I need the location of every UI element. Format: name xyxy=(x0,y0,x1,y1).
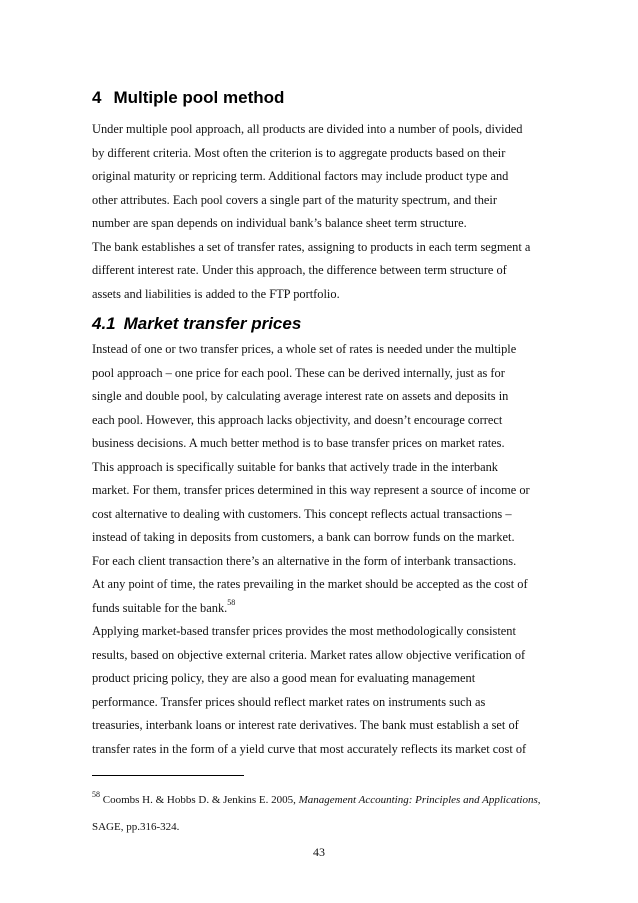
footnote-title: Management Accounting: Principles and Applications xyxy=(298,794,538,806)
text-line: business decisions. A much better method is to base transfer prices on market rates. xyxy=(92,436,505,450)
subsection-heading xyxy=(92,314,301,334)
footnote-publisher: SAGE, pp.316-324. xyxy=(92,821,180,833)
text-line: treasuries, interbank loans or interest rate derivatives. The bank must establish a set of xyxy=(92,718,519,732)
footnote-divider xyxy=(92,775,244,776)
text-line: Under multiple pool approach, all products are divided into a number of pools, divided xyxy=(92,122,523,136)
text-line: transfer rates in the form of a yield curve that most accurately reflects its market cost of xyxy=(92,741,527,756)
text-line: product pricing policy, they are also a good mean for evaluating management xyxy=(92,671,476,685)
text-line: original maturity or repricing term. Additional factors may include product type and xyxy=(92,169,509,183)
text-line: results, based on objective external criteria. Market rates allow objective verification of xyxy=(92,647,526,662)
text-line: Applying market-based transfer prices provides the most methodologically consistent xyxy=(92,624,516,638)
text-line: assets and liabilities is added to the FTP portfolio. xyxy=(92,286,340,301)
text-line-content: funds suitable for the bank. xyxy=(92,600,228,615)
footnote xyxy=(92,787,552,841)
text-line: by different criteria. Most often the criterion is to aggregate products based on their xyxy=(92,145,506,160)
text-line: instead of taking in deposits from customers, a bank can borrow funds on the market. xyxy=(92,530,515,544)
section-heading xyxy=(92,88,284,108)
text-line: The bank establishes a set of transfer rates, assigning to products in each term segment a xyxy=(92,239,531,254)
subsection-body xyxy=(92,338,552,761)
text-line: number are span depends on individual bank’s balance sheet term structure. xyxy=(92,216,467,230)
footnote-marker: 58 xyxy=(92,790,100,800)
section-body xyxy=(92,118,552,306)
footnote-authors: Coombs H. & Hobbs D. & Jenkins E. 2005, xyxy=(102,794,296,806)
footnote-tail: , xyxy=(537,794,541,806)
text-line: pool approach – one price for each pool. These can be derived internally, just as for xyxy=(92,365,505,380)
text-line: other attributes. Each pool covers a single part of the maturity spectrum, and their xyxy=(92,192,497,207)
text-line: cost alternative to dealing with customers. This concept reflects actual transactions – xyxy=(92,506,512,521)
text-line: Instead of one or two transfer prices, a whole set of rates is needed under the multiple xyxy=(92,342,517,356)
text-line xyxy=(92,597,552,621)
text-line: different interest rate. Under this approach, the difference between term structure of xyxy=(92,263,507,277)
text-line: each pool. However, this approach lacks objectivity, and doesn’t encourage correct xyxy=(92,412,503,427)
text-line: For each client transaction there’s an alternative in the form of interbank transactions. xyxy=(92,553,517,568)
text-line: This approach is specifically suitable for banks that actively trade in the interbank xyxy=(92,459,498,474)
text-line: market. For them, transfer prices determined in this way represent a source of income or xyxy=(92,483,530,497)
footnote-line xyxy=(92,787,552,814)
page-number: 43 xyxy=(313,845,325,859)
subsection-title: Market transfer prices xyxy=(123,314,302,333)
text-line: performance. Transfer prices should reflect market rates on instruments such as xyxy=(92,694,486,709)
section-number: 4 xyxy=(92,88,102,107)
text-line: single and double pool, by calculating average interest rate on assets and deposits in xyxy=(92,389,509,403)
subsection-number: 4.1 xyxy=(92,314,116,333)
text-line: At any point of time, the rates prevailing in the market should be accepted as the cost of xyxy=(92,577,528,591)
footnote-reference[interactable]: 58 xyxy=(227,598,236,608)
section-title: Multiple pool method xyxy=(113,88,285,107)
